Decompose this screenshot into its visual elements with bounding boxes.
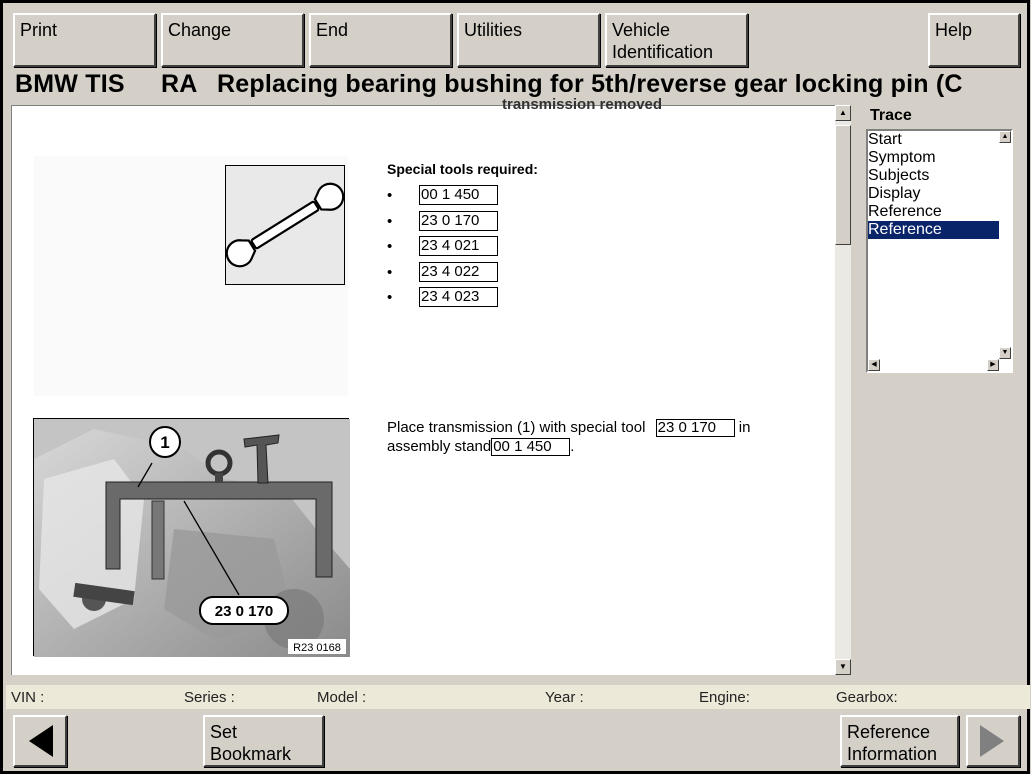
- year-label: Year :: [545, 689, 584, 706]
- back-button[interactable]: [13, 715, 67, 767]
- trace-item-display[interactable]: Display: [868, 185, 921, 202]
- back-arrow-icon: [15, 717, 65, 765]
- trace-scroll-left-icon[interactable]: ◀: [868, 359, 880, 371]
- trace-list: [868, 131, 999, 239]
- trace-label: Trace: [870, 107, 912, 124]
- document-content: [11, 96, 836, 675]
- instruction-part2: in: [738, 419, 751, 436]
- bookmark-label-line2: Bookmark: [210, 744, 292, 764]
- bullet: •: [387, 264, 393, 281]
- instruction-part3: assembly stand: [387, 438, 492, 455]
- forward-arrow-icon: [968, 717, 1018, 765]
- gearbox-label: Gearbox:: [836, 689, 898, 706]
- scroll-thumb[interactable]: [835, 125, 851, 245]
- reference-info-label-line2: Information: [847, 744, 938, 764]
- scroll-down-icon[interactable]: ▼: [835, 659, 851, 675]
- model-label: Model :: [317, 689, 367, 706]
- vin-label: VIN :: [11, 689, 45, 706]
- vehicle-info-bar: [6, 685, 1030, 709]
- document-type: RA: [161, 70, 198, 98]
- bullet: •: [387, 289, 393, 306]
- forward-button[interactable]: [966, 715, 1020, 767]
- transmission-photo: [33, 418, 349, 656]
- vehicle-identification-button[interactable]: [605, 13, 748, 67]
- trace-list-box[interactable]: [866, 129, 1013, 373]
- vehicle-id-label-line1: Vehicle: [612, 20, 671, 40]
- instruction-tool-link-23-0-170[interactable]: 23 0 170: [656, 419, 735, 437]
- clipped-heading-text: transmission removed: [502, 96, 663, 113]
- series-label: Series :: [184, 689, 235, 706]
- help-button[interactable]: [928, 13, 1020, 67]
- utilities-button[interactable]: [457, 13, 600, 67]
- trace-scroll-down-icon[interactable]: ▼: [999, 347, 1011, 359]
- trace-item-reference[interactable]: Reference: [868, 203, 942, 220]
- utilities-label: Utilities: [464, 20, 523, 40]
- tool-link-23-0-170[interactable]: 23 0 170: [419, 211, 498, 231]
- callout-number: 1: [160, 433, 170, 452]
- reference-info-label-line1: Reference: [847, 722, 931, 742]
- vehicle-id-label-line2: Identification: [612, 42, 714, 62]
- instruction-text: [387, 418, 807, 456]
- app-name: BMW TIS: [15, 70, 125, 98]
- scroll-up-icon[interactable]: ▲: [835, 105, 851, 121]
- tool-link-00-1-450[interactable]: 00 1 450: [419, 185, 498, 205]
- image-reference-code: R23 0168: [293, 642, 341, 654]
- tool-link-23-4-021[interactable]: 23 4 021: [419, 236, 498, 256]
- bookmark-label-line1: Set: [210, 722, 238, 742]
- trace-item-symptom[interactable]: Symptom: [868, 149, 936, 166]
- end-button[interactable]: [309, 13, 452, 67]
- help-label: Help: [935, 20, 973, 40]
- instruction-part1: Place transmission (1) with special tool: [387, 419, 646, 436]
- instruction-tool-link-00-1-450[interactable]: 00 1 450: [491, 438, 570, 456]
- instruction-part4: .: [570, 438, 575, 455]
- callout-tool-label: 23 0 170: [214, 603, 274, 620]
- print-label: Print: [20, 20, 58, 40]
- trace-item-reference-selected[interactable]: Reference: [868, 221, 999, 239]
- content-scrollbar[interactable]: [835, 105, 851, 675]
- change-label: Change: [168, 20, 232, 40]
- wrench-icon: [226, 166, 344, 284]
- tool-link-23-4-022[interactable]: 23 4 022: [419, 262, 498, 282]
- reference-information-button[interactable]: [840, 715, 959, 767]
- trace-item-start[interactable]: Start: [868, 131, 902, 148]
- print-button[interactable]: [13, 13, 156, 67]
- bullet: •: [387, 238, 393, 255]
- special-tools-graphic: [225, 165, 345, 285]
- change-button[interactable]: [161, 13, 304, 67]
- trace-scroll-up-icon[interactable]: ▲: [999, 131, 1011, 143]
- engine-label: Engine:: [699, 689, 750, 706]
- document-title: Replacing bearing bushing for 5th/reverse gear locking pin (C: [217, 70, 963, 98]
- end-label: End: [316, 20, 349, 40]
- bullet: •: [387, 187, 393, 204]
- special-tools-heading: Special tools required:: [387, 161, 538, 177]
- trace-scroll-right-icon[interactable]: ▶: [987, 359, 999, 371]
- trace-item-subjects[interactable]: Subjects: [868, 167, 930, 184]
- transmission-illustration: [34, 419, 350, 657]
- tool-link-23-4-023[interactable]: 23 4 023: [419, 287, 498, 307]
- set-bookmark-button[interactable]: [203, 715, 324, 767]
- bullet: •: [387, 213, 393, 230]
